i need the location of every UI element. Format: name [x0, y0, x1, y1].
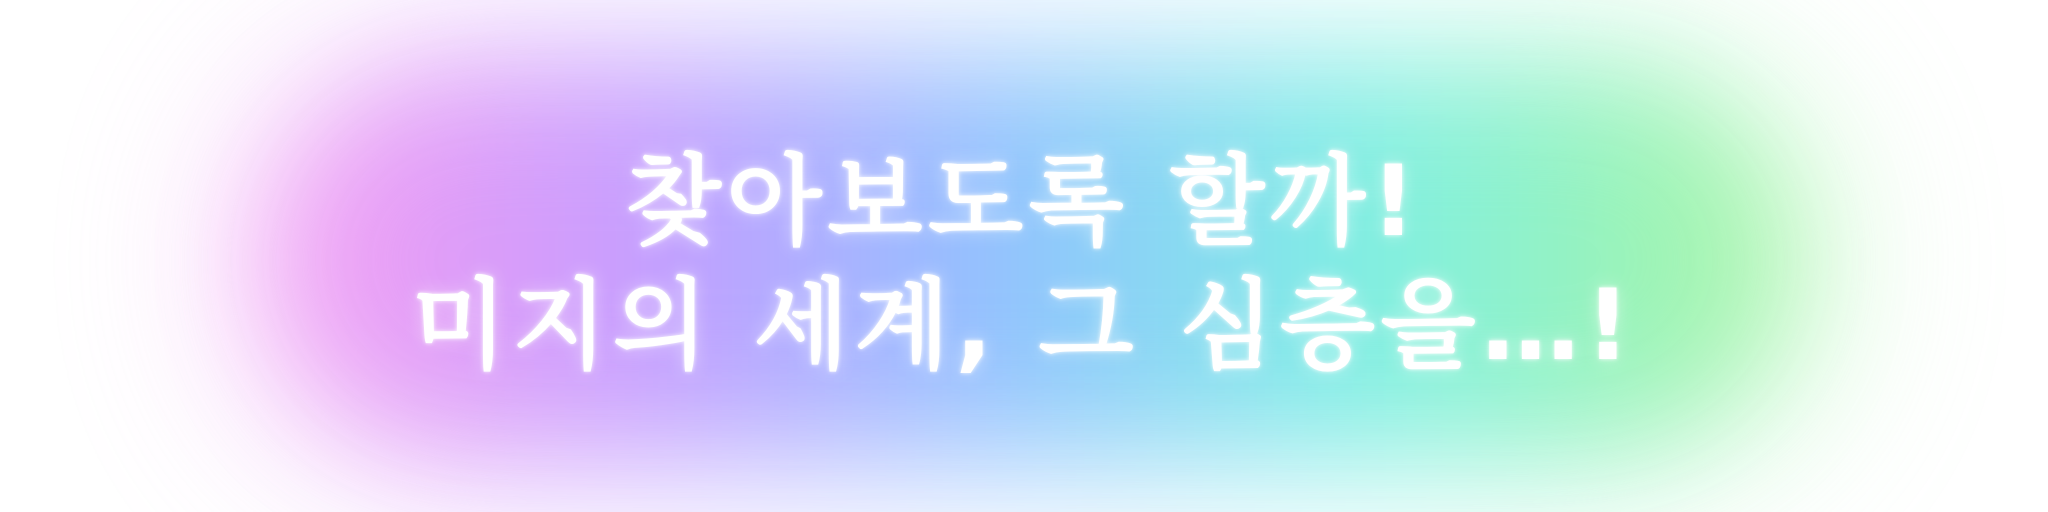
headline-line-2: 미지의 세계, 그 심층을…!: [411, 269, 1637, 383]
headline-line-1: 찾아보도록 할까!: [626, 145, 1422, 259]
